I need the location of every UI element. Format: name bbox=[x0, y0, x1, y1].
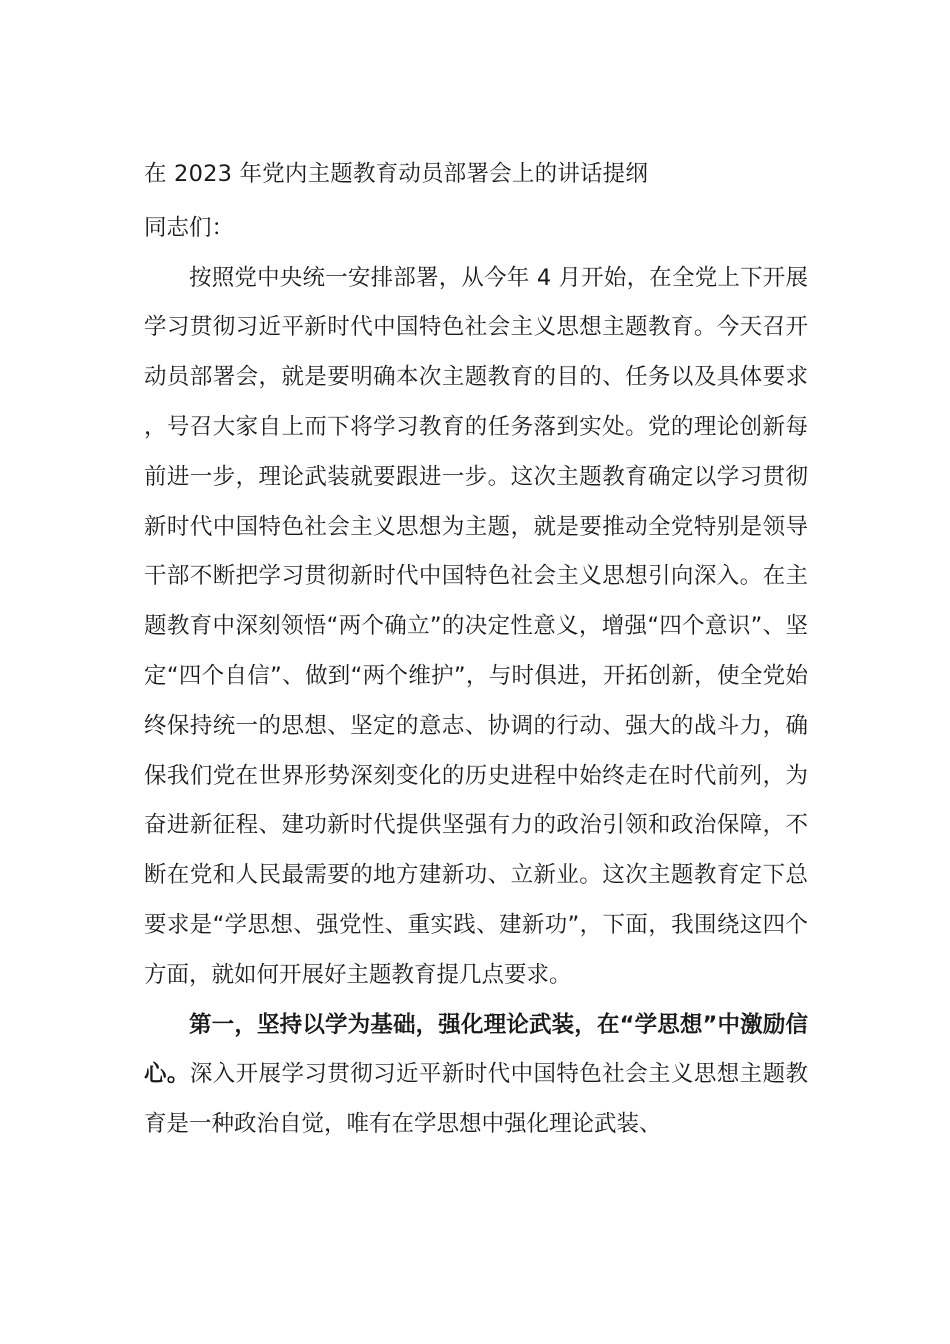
paragraph-first-point-heading: 第一，坚持以学为基础，强化理论武装，在“学思想”中激励信心。 bbox=[144, 1011, 808, 1088]
document-title: 在 2023 年党内主题教育动员部署会上的讲话提纲 bbox=[144, 161, 649, 187]
document-body bbox=[144, 150, 808, 1150]
paragraph-first-point-body: 深入开展学习贯彻习近平新时代中国特色社会主义思想主题教育是一种政治自觉，唯有在学思想中强化理论武装、 bbox=[144, 1061, 808, 1138]
paragraph-intro: 按照党中央统一安排部署，从今年 4 月开始，在全党上下开展学习贯彻习近平新时代中国特色社会主义思想主题教育。今天召开动员部署会，就是要明确本次主题教育的目的、任务以及具体要求，号召大家自上而下将学习教育的任务落到实处。党的理论创新每前进一步，理论武装就要跟进一步。这次主题教育确定以学习贯彻新时代中国特色社会主义思想为主题，就是要推动全党特别是领导干部不断把学习贯彻新时代中国特色社会主义思想引向深入。在主题教育中深刻领悟“两个确立”的决定性意义，增强“四个意识”、坚定“四个自信”、做到“两个维护”，与时俱进，开拓创新，使全党始终保持统一的思想、坚定的意志、协调的行动、强大的战斗力，确保我们党在世界形势深刻变化的历史进程中始终走在时代前列，为奋进新征程、建功新时代提供坚强有力的政治引领和政治保障，不断在党和人民最需要的地方建新功、立新业。这次主题教育定下总要求是“学思想、强党性、重实践、建新功”，下面，我围绕这四个方面，就如何开展好主题教育提几点要求。 bbox=[144, 264, 808, 988]
paragraph-first-point bbox=[144, 1001, 808, 1150]
salutation: 同志们： bbox=[144, 214, 235, 241]
